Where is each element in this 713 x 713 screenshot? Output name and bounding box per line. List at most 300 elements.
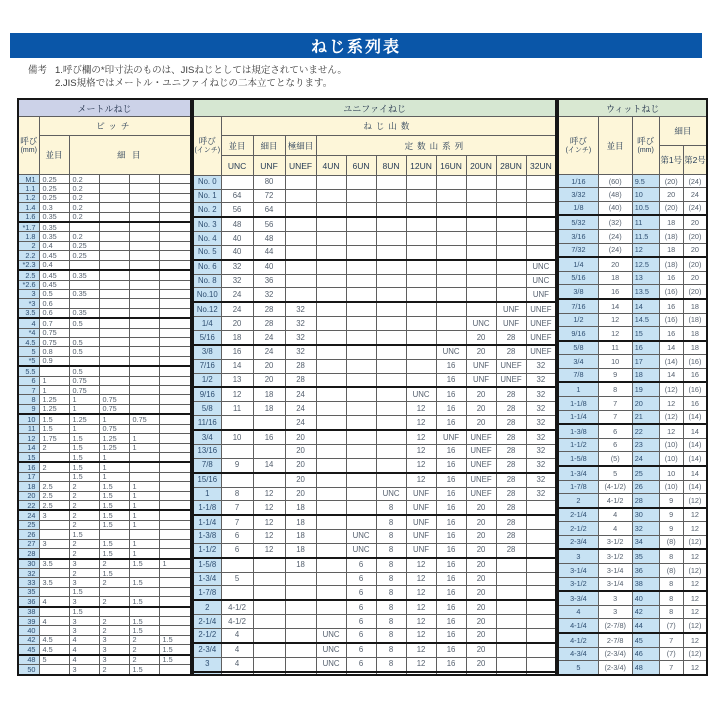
cell bbox=[466, 302, 496, 316]
cell: (10) bbox=[659, 452, 683, 466]
cell: 15 bbox=[632, 327, 659, 341]
cell bbox=[99, 299, 129, 308]
cell: 9 bbox=[659, 508, 683, 522]
cell: 2 bbox=[69, 520, 99, 529]
cell bbox=[129, 386, 159, 395]
cell: 0.4 bbox=[39, 241, 69, 250]
cell: 2 bbox=[99, 626, 129, 635]
cell bbox=[406, 359, 436, 373]
cell: 2 bbox=[129, 655, 159, 665]
cell bbox=[285, 203, 316, 217]
cell: 0.2 bbox=[69, 203, 99, 212]
cell: No. 0 bbox=[193, 176, 221, 190]
cell bbox=[346, 345, 376, 359]
cell bbox=[159, 520, 191, 529]
table-row bbox=[558, 175, 707, 188]
cell: UNC bbox=[466, 317, 496, 331]
cell: 2-3/4 bbox=[193, 643, 221, 657]
cell: 6 bbox=[221, 543, 253, 557]
cell: 1-7/8 bbox=[193, 586, 221, 600]
cell: No. 4 bbox=[193, 232, 221, 246]
table-row bbox=[18, 270, 191, 280]
cell bbox=[466, 245, 496, 259]
cell bbox=[346, 430, 376, 444]
cell: 12 bbox=[683, 508, 707, 522]
cell: 12 bbox=[406, 628, 436, 642]
cell: 40 bbox=[632, 591, 659, 605]
cell: 8 bbox=[659, 577, 683, 591]
cell: 12 bbox=[683, 522, 707, 535]
cell: 3 bbox=[598, 605, 632, 618]
cell: 2 bbox=[99, 578, 129, 587]
cell: 34 bbox=[632, 535, 659, 549]
cell bbox=[346, 176, 376, 190]
cell: (16) bbox=[659, 313, 683, 326]
cell: 4-1/2 bbox=[558, 633, 598, 647]
cell: 2-1/2 bbox=[193, 628, 221, 642]
cell: 1 bbox=[69, 404, 99, 414]
cell bbox=[253, 416, 285, 430]
table-row bbox=[193, 302, 556, 316]
cell bbox=[159, 434, 191, 443]
cell: 1 bbox=[99, 462, 129, 472]
cell: 0.35 bbox=[39, 232, 69, 241]
cell bbox=[159, 175, 191, 184]
cell bbox=[99, 175, 129, 184]
cell bbox=[159, 338, 191, 347]
cell bbox=[99, 366, 129, 376]
cell bbox=[99, 222, 129, 232]
cell: 22 bbox=[18, 501, 39, 511]
cell: 24 bbox=[18, 510, 39, 520]
table-row bbox=[193, 217, 556, 231]
cell bbox=[346, 245, 376, 259]
cell bbox=[159, 376, 191, 385]
cell: 2 bbox=[69, 491, 99, 500]
cell bbox=[129, 424, 159, 433]
cell: 2.5 bbox=[18, 270, 39, 280]
cell bbox=[159, 578, 191, 587]
cell: 1-1/2 bbox=[558, 438, 598, 451]
table-row bbox=[18, 501, 191, 511]
cell: 6 bbox=[346, 572, 376, 586]
cell: *2.3 bbox=[18, 260, 39, 270]
cell: 12 bbox=[406, 657, 436, 671]
cell: 18 bbox=[18, 482, 39, 491]
cell: 20 bbox=[466, 572, 496, 586]
cell bbox=[159, 222, 191, 232]
cell: 4-1/2 bbox=[598, 494, 632, 508]
cell: 3 bbox=[18, 289, 39, 298]
cell: 20 bbox=[466, 558, 496, 572]
cell: 1 bbox=[558, 382, 598, 396]
cell bbox=[129, 212, 159, 222]
cell: 16 bbox=[436, 628, 466, 642]
cell: 1-3/4 bbox=[193, 572, 221, 586]
cell: 1.5 bbox=[129, 626, 159, 635]
cell: *2.6 bbox=[18, 280, 39, 289]
cell: 7 bbox=[221, 515, 253, 529]
table-row bbox=[558, 480, 707, 493]
cell: 12 bbox=[18, 434, 39, 443]
cell bbox=[221, 444, 253, 458]
table-row bbox=[558, 327, 707, 341]
table-row bbox=[558, 591, 707, 605]
table-row bbox=[193, 628, 556, 642]
cell bbox=[129, 569, 159, 578]
cell: 1.2 bbox=[18, 193, 39, 202]
cell: UNF bbox=[466, 373, 496, 387]
cell: 8 bbox=[659, 605, 683, 618]
cell bbox=[129, 222, 159, 232]
notes-label: 備考 bbox=[28, 65, 48, 76]
cell: 45 bbox=[18, 645, 39, 655]
cell bbox=[496, 628, 526, 642]
cell bbox=[496, 615, 526, 629]
note-line-1: 1.呼び欄の*印寸法のものは、JISねじとしては規定されていません。 bbox=[55, 65, 347, 76]
cell: 44 bbox=[632, 619, 659, 633]
cell: 16 bbox=[436, 501, 466, 515]
cell: (20) bbox=[683, 285, 707, 299]
cell bbox=[99, 607, 129, 617]
whitworth-no1-header: 第1号 bbox=[659, 146, 683, 175]
cell bbox=[316, 345, 346, 359]
table-row bbox=[193, 274, 556, 288]
cell: 28 bbox=[496, 345, 526, 359]
cell: 1-3/8 bbox=[558, 424, 598, 438]
cell: 32 bbox=[526, 402, 556, 416]
cell: 19 bbox=[632, 382, 659, 396]
cell bbox=[99, 203, 129, 212]
cell: 18 bbox=[253, 402, 285, 416]
cell: 1.25 bbox=[39, 395, 69, 404]
cell bbox=[436, 176, 466, 190]
cell: 32 bbox=[285, 330, 316, 344]
cell: 4-1/2 bbox=[221, 615, 253, 629]
table-row bbox=[18, 655, 191, 665]
cell bbox=[376, 189, 406, 203]
table-row bbox=[193, 416, 556, 430]
cell bbox=[316, 600, 346, 614]
cell bbox=[376, 672, 406, 675]
cell bbox=[526, 203, 556, 217]
cell: 0.75 bbox=[69, 386, 99, 395]
cell: 2.5 bbox=[39, 482, 69, 491]
cell: 10 bbox=[632, 188, 659, 201]
cell bbox=[346, 501, 376, 515]
cell: UNEF bbox=[466, 458, 496, 472]
cell: 18 bbox=[253, 387, 285, 401]
cell: 2 bbox=[99, 559, 129, 569]
table-row bbox=[558, 397, 707, 410]
cell: UNC bbox=[316, 657, 346, 671]
cell bbox=[466, 274, 496, 288]
cell bbox=[159, 328, 191, 337]
cell: UNEF bbox=[526, 345, 556, 359]
cell: 13.5 bbox=[632, 285, 659, 299]
table-row bbox=[193, 600, 556, 614]
cell bbox=[526, 643, 556, 657]
cell bbox=[69, 222, 99, 232]
cell bbox=[159, 289, 191, 298]
cell: 1.8 bbox=[18, 232, 39, 241]
cell: 16 bbox=[436, 643, 466, 657]
cell: 3 bbox=[99, 645, 129, 655]
table-row bbox=[193, 458, 556, 472]
cell bbox=[346, 373, 376, 387]
cell: 5/8 bbox=[558, 341, 598, 355]
cell: 20 bbox=[466, 600, 496, 614]
table-row bbox=[193, 501, 556, 515]
table-row bbox=[18, 338, 191, 347]
cell bbox=[376, 330, 406, 344]
cell: 16 bbox=[436, 473, 466, 487]
table-row bbox=[558, 188, 707, 201]
table-row bbox=[18, 308, 191, 318]
cell: 6 bbox=[598, 438, 632, 451]
cell: 3 bbox=[598, 591, 632, 605]
cell: 16 bbox=[436, 657, 466, 671]
cell bbox=[376, 260, 406, 274]
cell: UNF bbox=[406, 501, 436, 515]
cell: 18 bbox=[221, 330, 253, 344]
table-row bbox=[18, 539, 191, 548]
cell: 1.5 bbox=[69, 607, 99, 617]
cell bbox=[406, 260, 436, 274]
cell: 0.2 bbox=[69, 175, 99, 184]
cell bbox=[406, 288, 436, 302]
cell: (12) bbox=[659, 410, 683, 424]
cell: *5 bbox=[18, 356, 39, 366]
cell: 32 bbox=[221, 260, 253, 274]
cell: (18) bbox=[659, 230, 683, 243]
cell: 1.5 bbox=[99, 549, 129, 559]
cell: *1.7 bbox=[18, 222, 39, 232]
cell bbox=[221, 176, 253, 190]
cell: 1.5 bbox=[129, 578, 159, 587]
cell: 2 bbox=[39, 443, 69, 452]
cell bbox=[466, 260, 496, 274]
cell bbox=[376, 387, 406, 401]
cell: 1.25 bbox=[39, 404, 69, 414]
cell: (10) bbox=[659, 480, 683, 493]
cell: 1.5 bbox=[99, 539, 129, 548]
cell bbox=[376, 217, 406, 231]
cell bbox=[376, 444, 406, 458]
table-row bbox=[193, 345, 556, 359]
cell: 2 bbox=[69, 549, 99, 559]
cell: 0.75 bbox=[39, 338, 69, 347]
table-row bbox=[193, 515, 556, 529]
cell: 12 bbox=[406, 643, 436, 657]
cell: 32 bbox=[18, 569, 39, 578]
cell: 8 bbox=[376, 586, 406, 600]
cell bbox=[159, 270, 191, 280]
cell: 1 bbox=[129, 443, 159, 452]
cell: 14 bbox=[659, 341, 683, 355]
cell: 48 bbox=[632, 661, 659, 676]
cell: 16 bbox=[436, 558, 466, 572]
cell: 33 bbox=[18, 578, 39, 587]
cell bbox=[39, 520, 69, 529]
cell: 4 bbox=[69, 655, 99, 665]
cell bbox=[526, 189, 556, 203]
cell: 1-7/8 bbox=[558, 480, 598, 493]
cell: 1 bbox=[129, 482, 159, 491]
cell bbox=[526, 217, 556, 231]
cell: 11 bbox=[632, 215, 659, 229]
cell: 5 bbox=[558, 661, 598, 676]
cell bbox=[316, 487, 346, 501]
cell: 28 bbox=[496, 458, 526, 472]
cell bbox=[466, 203, 496, 217]
cell: (18) bbox=[659, 257, 683, 271]
cell: 2 bbox=[129, 635, 159, 644]
cell bbox=[99, 232, 129, 241]
metric-fine-header: 細 目 bbox=[69, 136, 191, 175]
table-row bbox=[193, 402, 556, 416]
table-row bbox=[558, 313, 707, 326]
cell: 10 bbox=[598, 355, 632, 368]
cell bbox=[316, 359, 346, 373]
cell bbox=[406, 330, 436, 344]
cell bbox=[99, 193, 129, 202]
cell: 16 bbox=[436, 416, 466, 430]
cell bbox=[376, 416, 406, 430]
cell: 1.5 bbox=[99, 501, 129, 511]
cell bbox=[436, 232, 466, 246]
cell: 9 bbox=[221, 458, 253, 472]
cell: 0.3 bbox=[39, 203, 69, 212]
cell: 2 bbox=[18, 241, 39, 250]
cell: 16 bbox=[253, 430, 285, 444]
cell: (20) bbox=[683, 257, 707, 271]
cell: 1-3/8 bbox=[193, 530, 221, 544]
cell bbox=[316, 245, 346, 259]
cell bbox=[496, 572, 526, 586]
table-row bbox=[18, 482, 191, 491]
table-row bbox=[18, 289, 191, 298]
cell bbox=[346, 217, 376, 231]
cell: 40 bbox=[253, 260, 285, 274]
cell bbox=[99, 270, 129, 280]
unified-16un-header: 16UN bbox=[436, 156, 466, 176]
cell: 12 bbox=[659, 397, 683, 410]
cell: 56 bbox=[253, 217, 285, 231]
table-row bbox=[558, 564, 707, 577]
unified-call-header: 呼び (インチ) bbox=[193, 117, 221, 176]
cell: 1 bbox=[39, 376, 69, 385]
cell bbox=[496, 657, 526, 671]
cell: 28 bbox=[496, 515, 526, 529]
cell: (12) bbox=[683, 647, 707, 660]
cell bbox=[316, 543, 346, 557]
cell: UNF bbox=[406, 515, 436, 529]
cell: 20 bbox=[598, 257, 632, 271]
cell: 8 bbox=[376, 615, 406, 629]
cell bbox=[99, 212, 129, 222]
cell bbox=[253, 444, 285, 458]
cell: 2 bbox=[99, 597, 129, 607]
cell: 20 bbox=[683, 215, 707, 229]
cell bbox=[406, 302, 436, 316]
cell: 6 bbox=[346, 558, 376, 572]
cell bbox=[346, 458, 376, 472]
metric-pitch-header: ピッチ bbox=[39, 117, 191, 136]
cell: 28 bbox=[253, 317, 285, 331]
cell bbox=[526, 572, 556, 586]
cell: 2-1/4 bbox=[193, 615, 221, 629]
cell: 18 bbox=[659, 215, 683, 229]
table-row bbox=[18, 222, 191, 232]
cell: UNC bbox=[316, 628, 346, 642]
cell: 3 bbox=[558, 549, 598, 563]
table-row bbox=[558, 522, 707, 535]
cell bbox=[39, 626, 69, 635]
cell: 12 bbox=[683, 605, 707, 618]
cell: 7 bbox=[659, 633, 683, 647]
cell: 0.35 bbox=[39, 212, 69, 222]
cell: 45 bbox=[632, 633, 659, 647]
cell bbox=[129, 328, 159, 337]
unified-extrafine-header: 極細目 bbox=[285, 136, 316, 156]
cell: 18 bbox=[659, 243, 683, 257]
cell bbox=[159, 462, 191, 472]
cell: 38 bbox=[632, 577, 659, 591]
cell: 12 bbox=[406, 402, 436, 416]
unified-table-body bbox=[193, 176, 556, 676]
cell: (60) bbox=[598, 175, 632, 188]
cell: 38 bbox=[18, 607, 39, 617]
cell bbox=[159, 299, 191, 308]
cell bbox=[221, 473, 253, 487]
cell bbox=[159, 452, 191, 462]
cell: 4 bbox=[69, 635, 99, 644]
table-row bbox=[193, 387, 556, 401]
cell bbox=[346, 487, 376, 501]
cell bbox=[316, 615, 346, 629]
cell: 20 bbox=[466, 657, 496, 671]
metric-table bbox=[17, 98, 192, 676]
cell: 2 bbox=[193, 600, 221, 614]
cell: 16 bbox=[659, 327, 683, 341]
cell: 20 bbox=[683, 271, 707, 284]
cell: 0.5 bbox=[39, 289, 69, 298]
table-row bbox=[18, 414, 191, 424]
cell bbox=[346, 274, 376, 288]
cell: 1/4 bbox=[193, 317, 221, 331]
cell bbox=[159, 472, 191, 481]
cell: 8 bbox=[598, 382, 632, 396]
cell: 1-3/4 bbox=[558, 466, 598, 480]
cell: 20 bbox=[466, 530, 496, 544]
cell: 16 bbox=[436, 487, 466, 501]
cell: 25 bbox=[18, 520, 39, 529]
cell bbox=[526, 558, 556, 572]
cell bbox=[496, 260, 526, 274]
cell: 0.5 bbox=[69, 366, 99, 376]
cell: 0.75 bbox=[99, 424, 129, 433]
cell: 0.25 bbox=[39, 184, 69, 193]
table-row bbox=[18, 404, 191, 414]
cell: 6 bbox=[346, 643, 376, 657]
cell: UNEF bbox=[466, 430, 496, 444]
cell: 1/8 bbox=[558, 201, 598, 215]
cell: (18) bbox=[683, 313, 707, 326]
cell: 2.5 bbox=[39, 501, 69, 511]
cell: 25 bbox=[632, 466, 659, 480]
cell: 28 bbox=[18, 549, 39, 559]
